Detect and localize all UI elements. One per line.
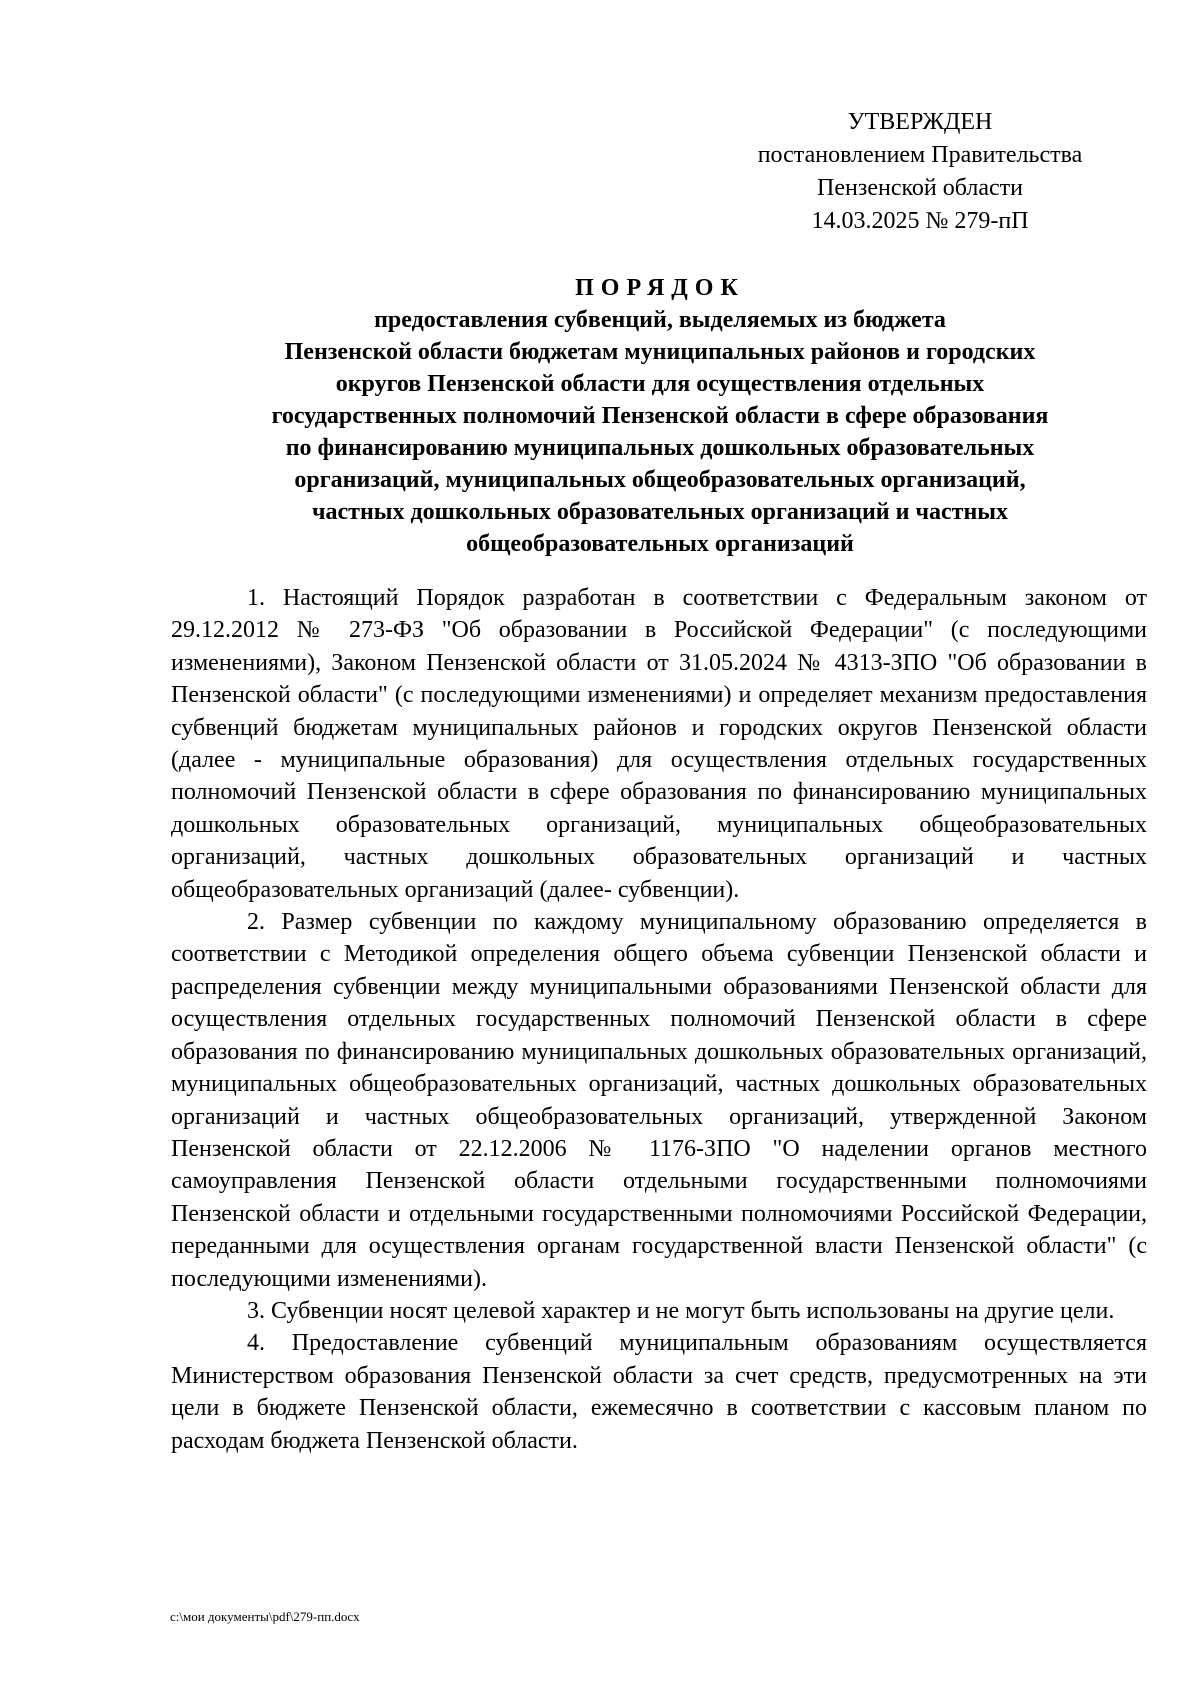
title-line: Пензенской области бюджетам муниципальных районов и городских xyxy=(284,339,1036,365)
approval-date-number: 14.03.2025 № 279-пП xyxy=(811,208,1029,234)
document-body xyxy=(171,582,1147,1457)
footer-file-path: c:\мои документы\pdf\279-пп.docx xyxy=(170,1609,360,1624)
approval-authority: постановлением Правительства xyxy=(757,142,1083,168)
approval-stamp xyxy=(740,106,1100,238)
approval-status: УТВЕРЖДЕН xyxy=(847,109,993,135)
paragraph-1: 1. Настоящий Порядок разработан в соответствии с Федеральным законом от 29.12.2012 № 273-ФЗ "Об образовании в Российской Федерации" (с последующими изменениями), Законом Пензенской области от 31.05.2024 № 4313-ЗПО "Об образовании в Пензенской области" (с последующими изменениями) и определяет механизм предоставления субвенций бюджетам муниципальных районов и городских округов Пензенской области (далее - муниципальные образования) для осуществления отдельных государственных полномочий Пензенской области в сфере образования по финансированию муниципальных дошкольных образовательных организаций, муниципальных общеобразовательных организаций, частных дошкольных образовательных организаций и частных общеобразовательных организаций (далее- субвенции). xyxy=(171,585,1147,903)
title-line: организаций, муниципальных общеобразовательных организаций, xyxy=(294,467,1026,493)
title-line: государственных полномочий Пензенской области в сфере образования xyxy=(271,403,1049,429)
document-title xyxy=(170,272,1150,560)
paragraph-4: 4. Предоставление субвенций муниципальным образованиям осуществляется Министерством образования Пензенской области за счет средств, предусмотренных на эти цели в бюджете Пензенской области, ежемесячно в соответствии с кассовым планом по расходам бюджета Пензенской области. xyxy=(171,1330,1147,1454)
approval-region: Пензенской области xyxy=(817,175,1023,201)
title-line: округов Пензенской области для осуществления отдельных xyxy=(335,371,985,397)
document-heading: ПОРЯДОК xyxy=(575,275,745,301)
paragraph-2: 2. Размер субвенции по каждому муниципальному образованию определяется в соответствии с Методикой определения общего объема субвенции Пензенской области и распределения субвенции между муниципальными образованиями Пензенской области для осуществления отдельных государственных полномочий Пензенской области в сфере образования по финансированию муниципальных дошкольных образовательных организаций, муниципальных общеобразовательных организаций, частных дошкольных образовательных организаций и частных общеобразовательных организаций, утвержденной Законом Пензенской области от 22.12.2006 № 1176-ЗПО "О наделении органов местного самоуправления Пензенской области отдельными государственными полномочиями Пензенской области и отдельными государственными полномочиями Российской Федерации, переданными для осуществления органам государственной власти Пензенской области" (с последующими изменениями). xyxy=(171,909,1147,1292)
paragraph-3: 3. Субвенции носят целевой характер и не могут быть использованы на другие цели. xyxy=(247,1297,1115,1324)
title-line: общеобразовательных организаций xyxy=(466,531,854,557)
title-line: частных дошкольных образовательных организаций и частных xyxy=(311,499,1009,525)
title-line: по финансированию муниципальных дошкольных образовательных xyxy=(285,435,1035,461)
title-line: предоставления субвенций, выделяемых из бюджета xyxy=(374,307,946,333)
